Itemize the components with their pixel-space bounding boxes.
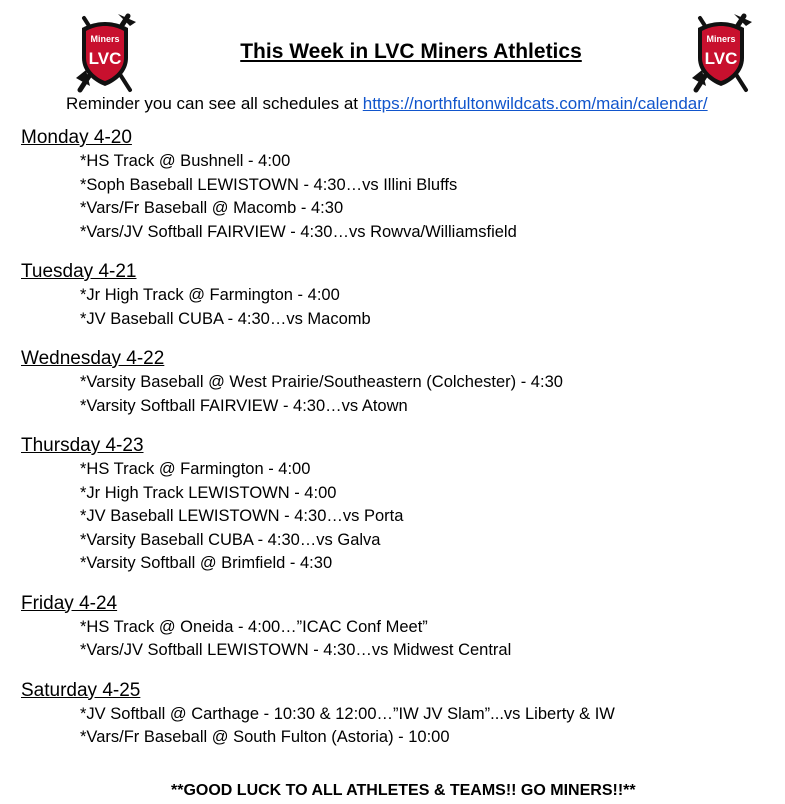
event-item: *JV Softball @ Carthage - 10:30 & 12:00…”IW JV Slam”...vs Liberty & IW — [80, 704, 615, 723]
day-monday — [21, 126, 785, 244]
event-item: *Jr High Track @ Farmington - 4:00 — [80, 286, 340, 304]
footer-message: **GOOD LUCK TO ALL ATHLETES & TEAMS!! GO MINERS!!** — [171, 782, 636, 799]
day-thursday — [21, 434, 785, 576]
reminder-line — [66, 94, 708, 114]
event-item: *Vars/Fr Baseball @ Macomb - 4:30 — [80, 199, 344, 217]
day-friday — [21, 592, 785, 663]
event-item: *Varsity Baseball @ West Prairie/Southeastern (Colchester) - 4:30 — [80, 373, 563, 391]
event-item: *HS Track @ Oneida - 4:00…”ICAC Conf Meet” — [80, 617, 428, 636]
schedule-list — [21, 126, 785, 766]
event-item: *HS Track @ Bushnell - 4:00 — [80, 152, 291, 170]
day-tuesday — [21, 260, 785, 331]
calendar-link[interactable]: https://northfultonwildcats.com/main/calendar/ — [362, 94, 708, 113]
reminder-text: Reminder you can see all schedules at — [66, 94, 363, 113]
event-item: *HS Track @ Farmington - 4:00 — [80, 460, 311, 478]
event-item: *Vars/JV Softball FAIRVIEW - 4:30…vs Rowva/Williamsfield — [80, 222, 517, 241]
event-item: *Varsity Softball FAIRVIEW - 4:30…vs Atown — [80, 396, 408, 415]
event-item: *Varsity Baseball CUBA - 4:30…vs Galva — [80, 530, 381, 549]
logo-top-text: Miners — [706, 34, 736, 44]
event-item: *Vars/Fr Baseball @ South Fulton (Astoria) - 10:00 — [80, 728, 450, 746]
day-wednesday — [21, 347, 785, 418]
day-heading: Wednesday 4-22 — [21, 348, 165, 369]
day-heading: Thursday 4-23 — [21, 435, 144, 456]
event-item: *Jr High Track LEWISTOWN - 4:00 — [80, 483, 337, 502]
page-title: This Week in LVC Miners Athletics — [240, 40, 582, 63]
day-saturday — [21, 679, 785, 750]
day-heading: Tuesday 4-21 — [21, 261, 137, 282]
logo-main-text: LVC — [704, 49, 738, 68]
event-item: *JV Baseball CUBA - 4:30…vs Macomb — [80, 309, 371, 328]
day-heading: Friday 4-24 — [21, 592, 118, 614]
event-item: *Vars/JV Softball LEWISTOWN - 4:30…vs Midwest Central — [80, 641, 512, 659]
day-heading: Saturday 4-25 — [21, 679, 141, 701]
event-item: *JV Baseball LEWISTOWN - 4:30…vs Porta — [80, 507, 404, 525]
event-item: *Varsity Softball @ Brimfield - 4:30 — [80, 554, 333, 572]
logo-main-text: LVC — [88, 49, 122, 68]
day-heading: Monday 4-20 — [21, 127, 132, 148]
event-item: *Soph Baseball LEWISTOWN - 4:30…vs Illini Bluffs — [80, 175, 458, 194]
logo-top-text: Miners — [90, 34, 120, 44]
